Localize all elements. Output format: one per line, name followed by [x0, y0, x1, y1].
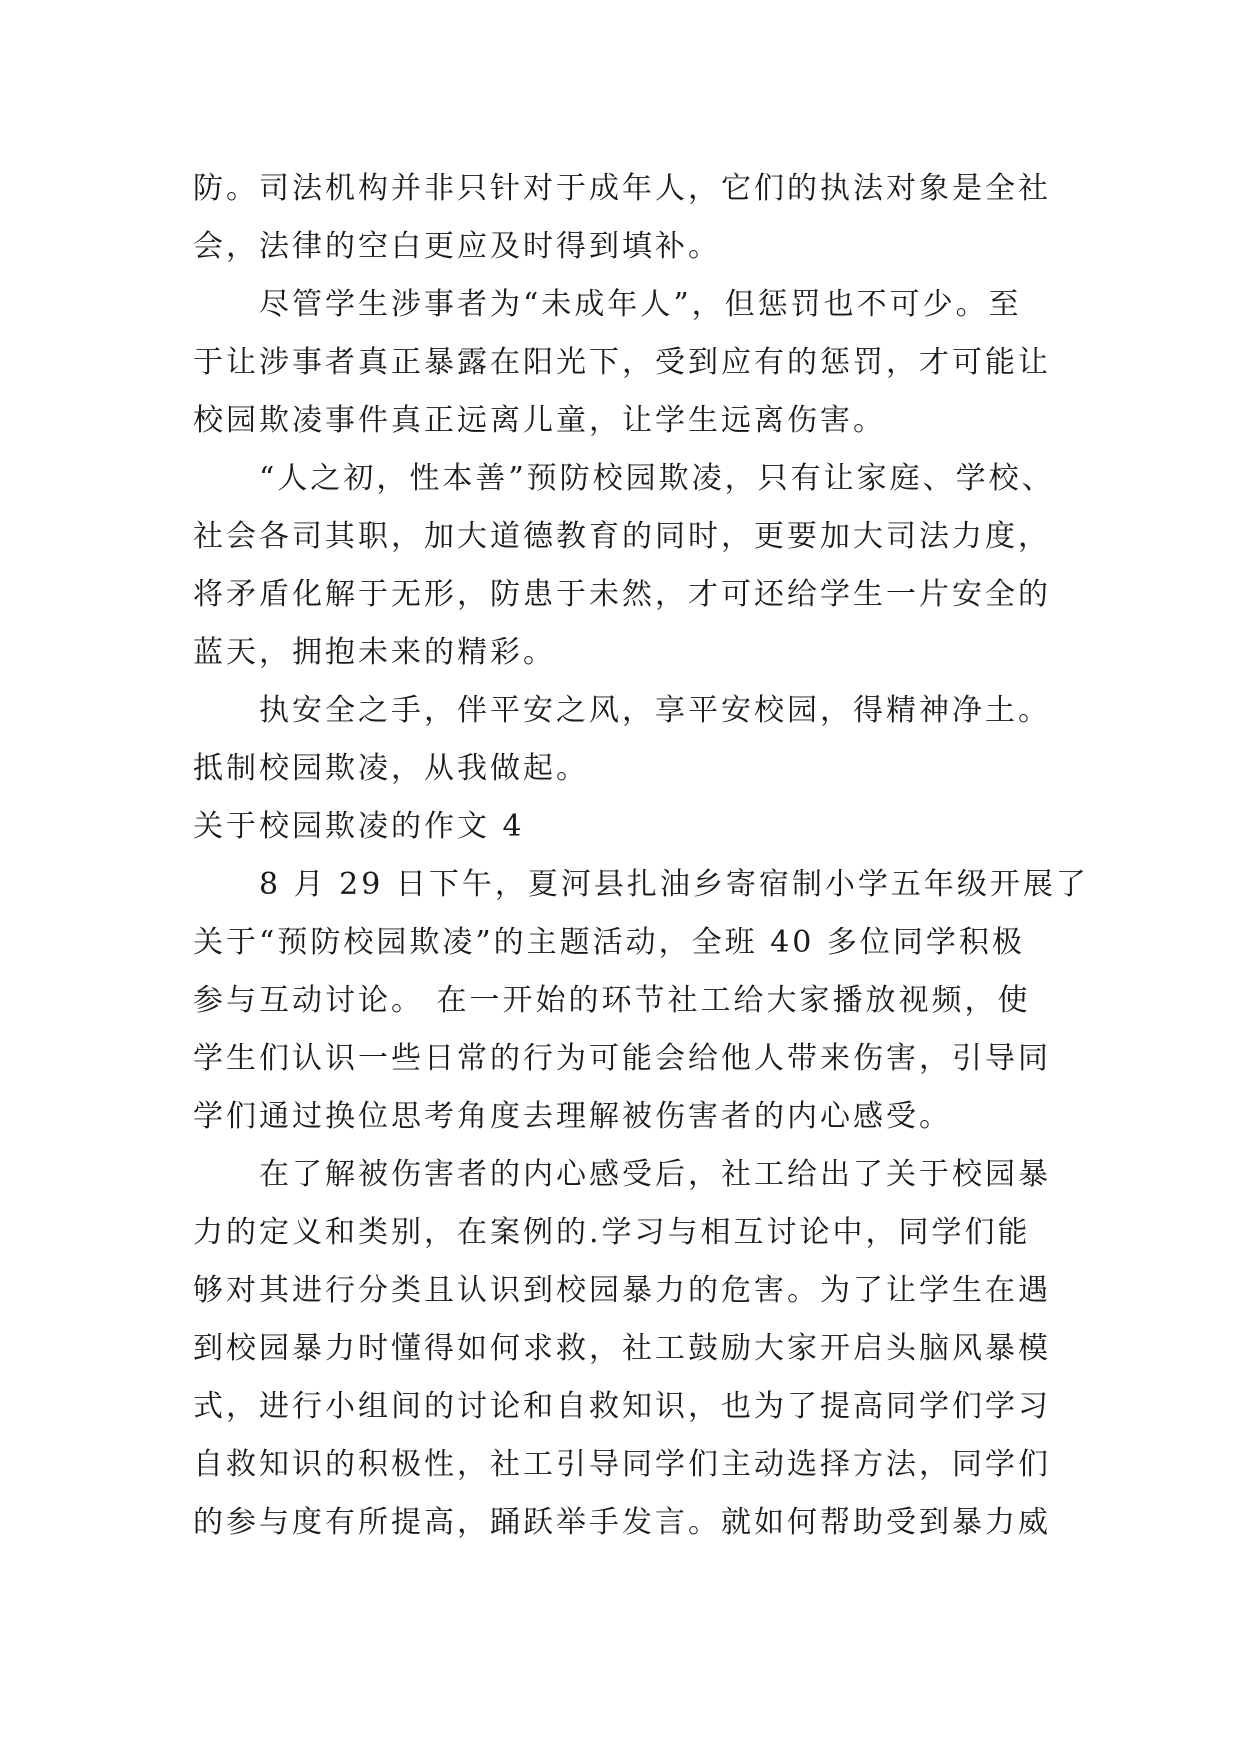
text-line: 抵制校园欺凌，从我做起。 — [193, 751, 589, 786]
text-line: 式，进行小组间的讨论和自救知识，也为了提高同学们学习 — [193, 1389, 1051, 1424]
text-line: 执安全之手，伴平安之风，享平安校园，得精神净土。 — [259, 693, 1051, 728]
text-line: 力的定义和类别，在案例的.学习与相互讨论中，同学们能 — [193, 1215, 1031, 1250]
text-line: 8 月 29 日下午，夏河县扎油乡寄宿制小学五年级开展了 — [259, 867, 1089, 902]
text-line: 学生们认识一些日常的行为可能会给他人带来伤害，引导同 — [193, 1041, 1051, 1076]
section-heading: 关于校园欺凌的作文 4 — [193, 809, 525, 844]
text-line: 蓝天，拥抱未来的精彩。 — [193, 635, 556, 670]
text-line: “人之初，性本善”预防校园欺凌，只有让家庭、学校、 — [259, 461, 1055, 496]
document-body — [193, 160, 1089, 1552]
paragraph — [193, 682, 1063, 798]
paragraph — [193, 276, 1063, 450]
text-line: 在了解被伤害者的内心感受后，社工给出了关于校园暴 — [259, 1157, 1051, 1192]
text-line: 的参与度有所提高，踊跃举手发言。就如何帮助受到暴力威 — [193, 1505, 1051, 1540]
text-line: 会，法律的空白更应及时得到填补。 — [193, 229, 721, 264]
text-line: 社会各司其职，加大道德教育的同时，更要加大司法力度， — [193, 519, 1051, 554]
text-line: 尽管学生涉事者为“未成年人”，但惩罚也不可少。至 — [259, 287, 1022, 322]
text-line: 将矛盾化解于无形，防患于未然，才可还给学生一片安全的 — [193, 577, 1051, 612]
text-line: 学们通过换位思考角度去理解被伤害者的内心感受。 — [193, 1099, 952, 1134]
paragraph — [193, 450, 1063, 682]
text-line: 于让涉事者真正暴露在阳光下，受到应有的惩罚，才可能让 — [193, 345, 1051, 380]
paragraph — [193, 160, 1063, 276]
text-line: 关于“预防校园欺凌”的主题活动，全班 40 多位同学积极 — [193, 925, 1025, 960]
text-line: 参与互动讨论。 在一开始的环节社工给大家播放视频，使 — [193, 983, 1031, 1018]
text-line: 自救知识的积极性，社工引导同学们主动选择方法，同学们 — [193, 1447, 1051, 1482]
text-line: 够对其进行分类且认识到校园暴力的危害。为了让学生在遇 — [193, 1273, 1051, 1308]
text-line: 校园欺凌事件真正远离儿童，让学生远离伤害。 — [193, 403, 886, 438]
text-line: 到校园暴力时懂得如何求救，社工鼓励大家开启头脑风暴模 — [193, 1331, 1051, 1366]
paragraph — [193, 1146, 1063, 1552]
paragraph — [193, 856, 1089, 1146]
text-line: 防。司法机构并非只针对于成年人，它们的执法对象是全社 — [193, 171, 1051, 206]
